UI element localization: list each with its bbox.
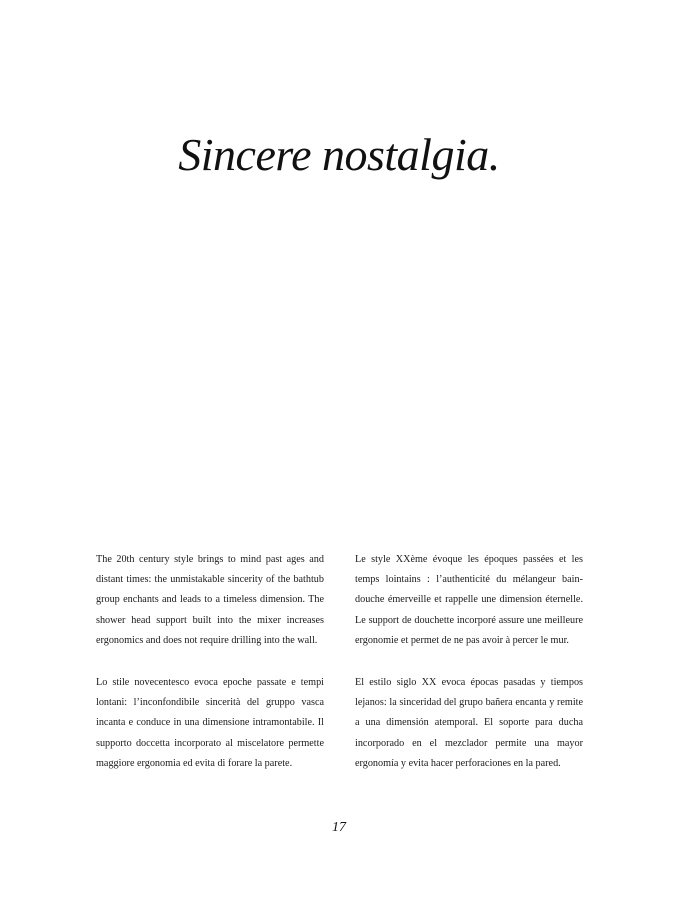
paragraph-italian: Lo stile novecentesco evoca epoche passate e tempi lontani: l’inconfondibile sincerità del gruppo vasca incanta e conduce in una dimensione intramontabile. Il supporto doccetta incorporato al miscelatore permette maggiore ergonomia ed evita di forare la parete. — [96, 677, 324, 769]
paragraph-english: The 20th century style brings to mind past ages and distant times: the unmistakable sincerity of the bathtub group enchants and leads to a timeless dimension. The shower head support built into the mixer increases ergonomics and does not require drilling into the wall. — [96, 554, 324, 646]
text-column-left — [96, 550, 324, 796]
text-column-right — [355, 550, 583, 796]
page-number: 17 — [332, 820, 346, 835]
paragraph-french: Le style XXème évoque les époques passées et les temps lointains : l’authenticité du mélangeur bain-douche émerveille et rappelle une dimension éternelle. Le support de douchette incorporé assure une meilleure ergonomie et permet de ne pas avoir à percer le mur. — [355, 554, 583, 646]
page-title: Sincere nostalgia. — [178, 129, 500, 180]
paragraph-spanish: El estilo siglo XX evoca épocas pasadas y tiempos lejanos: la sinceridad del grupo bañera encanta y remite a una dimensión atemporal. El soporte para ducha incorporado en el mezclador permite una mayor ergonomía y evita hacer perforaciones en la pared. — [355, 677, 583, 769]
